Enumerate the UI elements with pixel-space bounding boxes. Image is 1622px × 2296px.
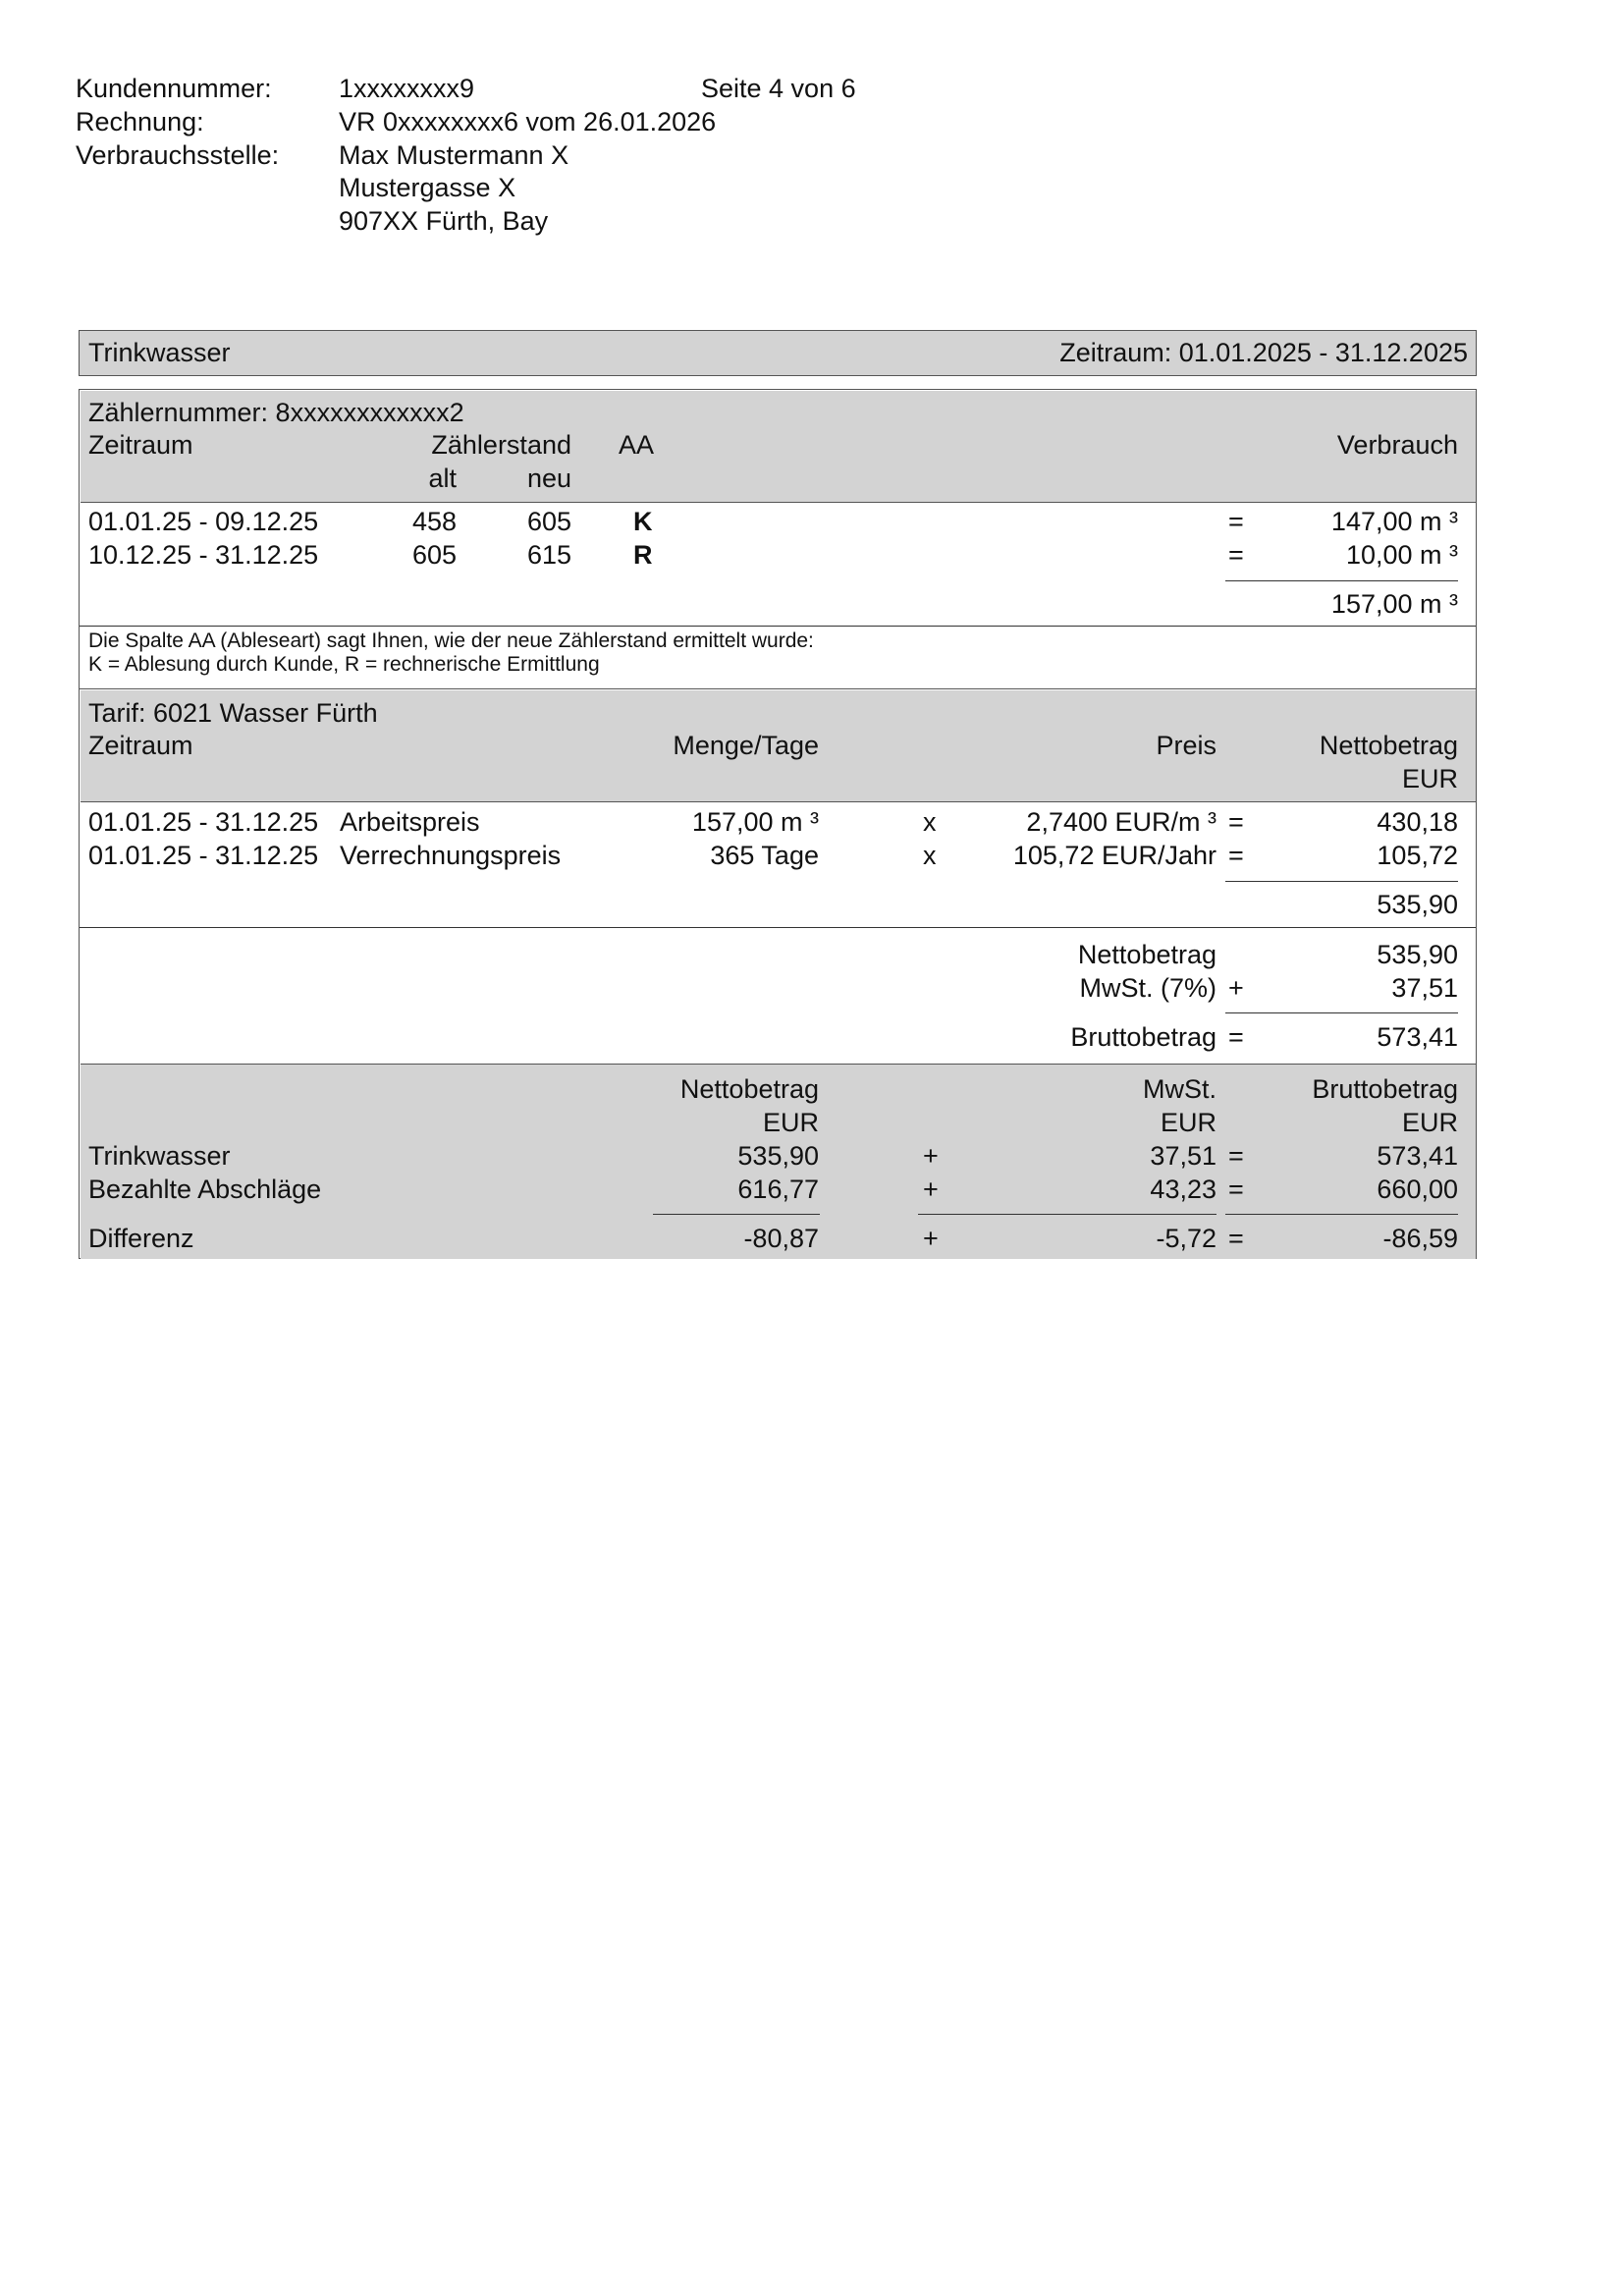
summary-col-vat-unit: EUR: [1160, 1108, 1216, 1137]
summary-diff-equals: =: [1228, 1224, 1244, 1253]
meter-total: 157,00 m ³: [1330, 589, 1458, 619]
tariff-row-quantity: 157,00 m ³: [691, 807, 819, 837]
totals-gross-value: 573,41: [1377, 1022, 1458, 1052]
tariff-col-net: Nettobetrag: [1319, 731, 1458, 760]
totals-vat-label: MwSt. (7%): [1079, 973, 1216, 1003]
totals-sum-line: [1225, 1012, 1458, 1013]
totals-vat-value: 37,51: [1391, 973, 1458, 1003]
tariff-sum-line: [1225, 881, 1458, 882]
summary-row-net: 535,90: [737, 1141, 819, 1171]
tariff-col-period: Zeitraum: [88, 731, 193, 760]
tariff-row-name: Verrechnungspreis: [340, 841, 562, 870]
meter-row-usage: 147,00 m ³: [1330, 507, 1458, 536]
divider: [80, 626, 1476, 627]
meter-row-period: 01.01.25 - 09.12.25: [88, 507, 319, 536]
meter-col-old: alt: [428, 464, 457, 493]
summary-row-gross: 660,00: [1377, 1175, 1458, 1204]
meter-sum-line: [1225, 580, 1458, 581]
tariff-row-net: 430,18: [1377, 807, 1458, 837]
meter-col-new: neu: [526, 464, 571, 493]
meter-row-old: 605: [411, 540, 457, 570]
summary-row-plus: +: [923, 1141, 939, 1171]
summary-net-line: [653, 1214, 820, 1215]
summary-diff-vat: -5,72: [1156, 1224, 1216, 1253]
meter-row-usage: 10,00 m ³: [1345, 540, 1458, 570]
tariff-col-net-unit: EUR: [1401, 764, 1458, 793]
meter-row-new: 615: [526, 540, 571, 570]
summary-col-net: Nettobetrag: [679, 1074, 819, 1104]
summary-row-vat: 43,23: [1150, 1175, 1216, 1204]
meter-row-aa: K: [633, 507, 653, 536]
meter-row-new: 605: [526, 507, 571, 536]
totals-gross-operator: =: [1228, 1022, 1244, 1052]
consumption-site-name: Max Mustermann X: [339, 140, 569, 170]
tariff-row-name: Arbeitspreis: [340, 807, 480, 837]
tariff-col-quantity: Menge/Tage: [673, 731, 819, 760]
tariff-row-price: 105,72 EUR/Jahr: [1012, 841, 1216, 870]
meter-note-line1: Die Spalte AA (Ableseart) sagt Ihnen, wie der neue Zählerstand ermittelt wurde:: [88, 629, 814, 652]
summary-row-label: Bezahlte Abschläge: [88, 1175, 322, 1204]
tariff-row-times: x: [923, 841, 937, 870]
consumption-site-city: 907XX Fürth, Bay: [339, 206, 549, 236]
tariff-row-quantity: 365 Tage: [710, 841, 819, 870]
meter-row-equals: =: [1228, 540, 1244, 570]
meter-row-period: 10.12.25 - 31.12.25: [88, 540, 319, 570]
meter-col-reading: Zählerstand: [431, 430, 571, 460]
summary-row-label: Trinkwasser: [88, 1141, 231, 1171]
meter-row-aa: R: [633, 540, 653, 570]
tariff-row-equals: =: [1228, 841, 1244, 870]
tariff-col-price: Preis: [1156, 731, 1216, 760]
summary-col-vat: MwSt.: [1142, 1074, 1216, 1104]
section-title: Trinkwasser: [88, 338, 231, 367]
meter-number: Zählernummer: 8xxxxxxxxxxxx2: [88, 398, 464, 427]
tariff-row-times: x: [923, 807, 937, 837]
summary-diff-plus: +: [923, 1224, 939, 1253]
summary-row-plus: +: [923, 1175, 939, 1204]
meter-note-line2: K = Ablesung durch Kunde, R = rechnerische Ermittlung: [88, 653, 600, 676]
summary-gross-line: [1225, 1214, 1458, 1215]
section-period: Zeitraum: 01.01.2025 - 31.12.2025: [1059, 338, 1468, 367]
meter-col-period: Zeitraum: [88, 430, 193, 460]
summary-row-gross: 573,41: [1377, 1141, 1458, 1171]
tariff-row-price: 2,7400 EUR/m ³: [1026, 807, 1216, 837]
tariff-row-period: 01.01.25 - 31.12.25: [88, 841, 319, 870]
consumption-site-street: Mustergasse X: [339, 173, 516, 202]
meter-col-aa: AA: [619, 430, 655, 460]
summary-row-equals: =: [1228, 1141, 1244, 1171]
meter-col-usage: Verbrauch: [1336, 430, 1458, 460]
summary-row-vat: 37,51: [1150, 1141, 1216, 1171]
summary-row-net: 616,77: [737, 1175, 819, 1204]
customer-number-label: Kundennummer:: [76, 74, 272, 103]
summary-col-gross-unit: EUR: [1401, 1108, 1458, 1137]
tariff-row-period: 01.01.25 - 31.12.25: [88, 807, 319, 837]
tariff-row-net: 105,72: [1377, 841, 1458, 870]
summary-vat-line: [918, 1214, 1216, 1215]
consumption-site-label: Verbrauchsstelle:: [76, 140, 280, 170]
divider: [80, 927, 1476, 928]
page-info: Seite 4 von 6: [701, 74, 856, 103]
tariff-row-equals: =: [1228, 807, 1244, 837]
summary-col-gross: Bruttobetrag: [1312, 1074, 1458, 1104]
totals-vat-operator: +: [1228, 973, 1244, 1003]
summary-diff-label: Differenz: [88, 1224, 194, 1253]
tariff-subtotal: 535,90: [1377, 890, 1458, 919]
summary-row-equals: =: [1228, 1175, 1244, 1204]
customer-number-value: 1xxxxxxxx9: [339, 74, 475, 103]
summary-diff-net: -80,87: [743, 1224, 819, 1253]
totals-net-label: Nettobetrag: [1077, 940, 1216, 969]
meter-row-equals: =: [1228, 507, 1244, 536]
invoice-value: VR 0xxxxxxxx6 vom 26.01.2026: [339, 107, 717, 137]
tariff-title: Tarif: 6021 Wasser Fürth: [88, 698, 378, 728]
totals-gross-label: Bruttobetrag: [1070, 1022, 1216, 1052]
invoice-label: Rechnung:: [76, 107, 204, 137]
meter-row-old: 458: [411, 507, 457, 536]
summary-col-net-unit: EUR: [762, 1108, 819, 1137]
totals-net-value: 535,90: [1377, 940, 1458, 969]
summary-diff-gross: -86,59: [1382, 1224, 1458, 1253]
